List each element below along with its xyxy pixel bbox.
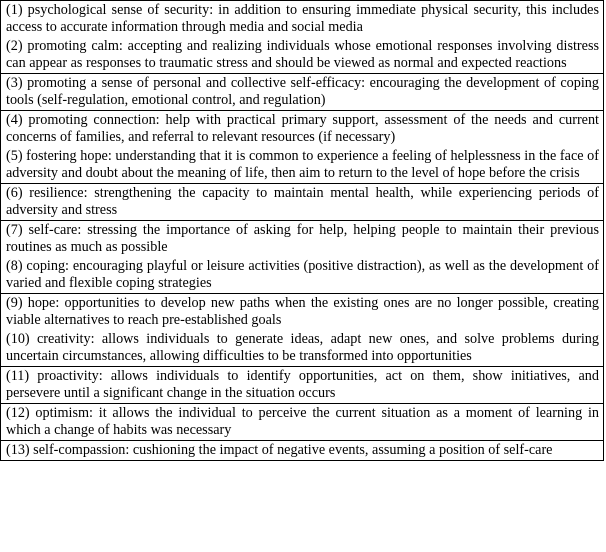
table-row-9: (9) hope: opportunities to develop new paths when the existing ones are no longer possible, creating viable alternatives to reach pre-established goals (1, 293, 603, 330)
table-row-12: (12) optimism: it allows the individual to perceive the current situation as a moment of learning in which a change of habits was necessary (1, 403, 603, 440)
table-row-6: (6) resilience: strengthening the capacity to maintain mental health, while experiencing periods of adversity and stress (1, 183, 603, 220)
table-row-1: (1) psychological sense of security: in addition to ensuring immediate physical security, this includes access to accurate information through media and social media (6, 2, 599, 35)
table-row-3: (3) promoting a sense of personal and collective self-efficacy: encouraging the development of coping tools (self-regulation, emotional control, and regulation) (1, 73, 603, 110)
table-row-13: (13) self-compassion: cushioning the impact of negative events, assuming a position of self-care (1, 440, 603, 460)
table-row-5: (5) fostering hope: understanding that it is common to experience a feeling of helplessness in the face of adversity and doubt about the meaning of life, then aim to return to the level of hope before the crisis (6, 148, 599, 181)
table-row-7: (7) self-care: stressing the importance of asking for help, helping people to maintain their previous routines as much as possible (1, 220, 603, 257)
table-row-8: (8) coping: encouraging playful or leisure activities (positive distraction), as well as the development of varied and flexible coping strategies (6, 258, 599, 291)
table-row-10: (10) creativity: allows individuals to generate ideas, adapt new ones, and solve problems during uncertain circumstances, allowing difficulties to be transformed into opportunities (6, 331, 599, 364)
table-row-4: (4) promoting connection: help with practical primary support, assessment of the needs and current concerns of families, and referral to relevant resources (if necessary) (1, 110, 603, 147)
table-row-2: (2) promoting calm: accepting and realizing individuals whose emotional responses involving distress can appear as responses to traumatic stress and should be viewed as normal and expected reactions (6, 38, 599, 71)
table-row-11: (11) proactivity: allows individuals to identify opportunities, act on them, show initiatives, and persevere until a significant change in the situation occurs (1, 366, 603, 403)
